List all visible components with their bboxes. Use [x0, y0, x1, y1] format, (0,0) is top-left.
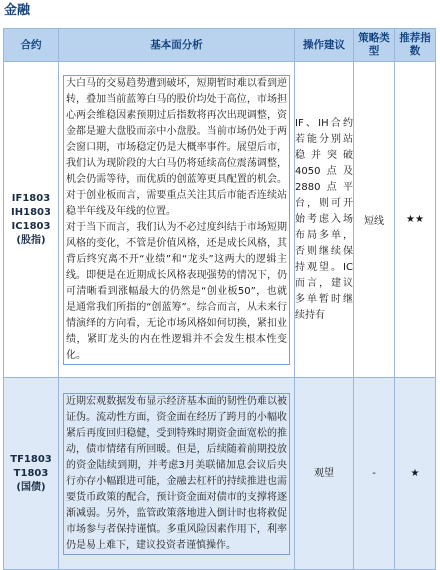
table-row: [4, 62, 436, 378]
analysis-cell: [59, 62, 295, 378]
contract-code: T1803: [13, 467, 49, 479]
header-strategy: 策略类型: [354, 29, 395, 62]
contract-code: IF1803: [11, 192, 51, 204]
analysis-paragraph: 对于当下而言，我们认为不必过度纠结于市场短期风格的变化，不管是价值风格，还是成长风格，其背后终究离不开“业绩”和“龙头”这两大的逻辑主线。即便是在近期成长风格表现强势的情况下，仍可清晰看到涨幅最大的仍然是“创业板50”，也就是通常我们所指的“创蓝筹”。综合而言，从未来行情演绎的方向看，无论市场风格如何切换，紧扣业绩，紧盯龙头的内在性逻辑并不会发生根本性变化。: [66, 221, 287, 361]
header-contract: 合约: [4, 29, 59, 62]
header-advice: 操作建议: [295, 29, 354, 62]
header-rating: 推荐指数: [395, 29, 436, 62]
futures-strategy-table: [3, 28, 436, 570]
table-header-row: [4, 29, 436, 62]
strategy-cell: 短线: [354, 62, 395, 378]
analysis-paragraph: 大白马的交易趋势遭到破坏，短期暂时难以看到逆转，叠加当前蓝筹白马的股价均处于高位，市场担心两会维稳因素预期过后指数将再次出现调整，资金都是避大盘股而亲中小盘股。当前市场仍处于两会窗口期，市场稳定仍是大概率事件。展望后市，我们认为现阶段的大白马仍将延续高位震荡调整，机会仍需等待，而优质的创蓝筹更具配置的机会。对于创业板而言，需要重点关注其后市能否连续站稳半年线及年线的位置。: [66, 77, 287, 217]
contract-code: IC1803: [11, 220, 51, 232]
advice-cell: 观望: [295, 378, 354, 570]
section-title: 金融: [4, 3, 31, 18]
rating-stars: ★★: [395, 62, 436, 378]
advice-cell: IF、IH合约若能分别站稳并突破4050点及2880点平台，则可开始考虑入场布局多单，否则继续保持观望。IC而言，建议多单暂时继续持有: [295, 62, 354, 378]
analysis-cell: [59, 378, 295, 570]
table-row: [4, 378, 436, 570]
header-analysis: 基本面分析: [59, 29, 295, 62]
contract-code: IH1803: [11, 206, 51, 218]
contract-category: (国债): [16, 481, 46, 493]
rating-stars: ★: [395, 378, 436, 570]
strategy-cell: -: [354, 378, 395, 570]
contract-category: (股指): [16, 234, 46, 246]
contract-cell: [4, 62, 59, 378]
contract-cell: [4, 378, 59, 570]
contract-code: TF1803: [10, 453, 52, 465]
analysis-paragraph: 近期宏观数据发布显示经济基本面的韧性仍难以被证伪。流动性方面，资金面在经历了跨月的小幅收紧后再度回归稳健，受到特殊时期资金面宽松的推动，债市情绪有所回暖。但是，后续随着前期投放的资金陆续到期，并考虑3月美联储加息会议后央行亦存小幅跟进可能，金融去杠杆的持续推进也需要货币政策的配合，预计资金面对债市的支撑将逐渐减弱。另外，监管政策落地进入倒计时也将救促市场参与者保持谨慎。多重风险因素作用下，利率仍是易上难下，建议投资者谨慎操作。: [66, 395, 287, 551]
